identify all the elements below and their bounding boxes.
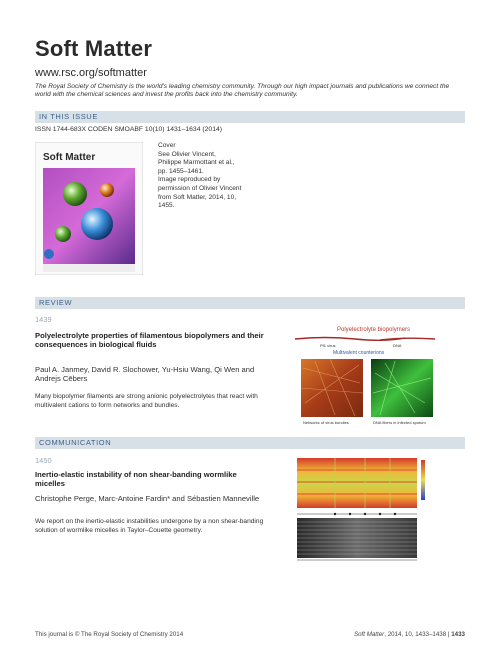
section-label: IN THIS ISSUE bbox=[39, 112, 98, 121]
virus-bundle-image bbox=[301, 359, 363, 417]
footer-copyright: This journal is © The Royal Society of Chemistry 2014 bbox=[35, 631, 184, 638]
communication-authors: Christophe Perge, Marc-Antoine Fardin* and Sébastien Manneville bbox=[35, 494, 260, 503]
communication-title[interactable]: Inertio-elastic instability of non shear-banding wormlike micelles bbox=[35, 470, 237, 489]
section-in-this-issue bbox=[35, 111, 465, 123]
footer-volume: , 2014, 10, 1433–1438 | bbox=[384, 631, 452, 638]
cover-line: 1455. bbox=[158, 202, 175, 210]
figure-label-right: DNA bbox=[393, 343, 402, 348]
cover-line: Cover bbox=[158, 142, 176, 149]
review-title[interactable]: Polyelectrolyte properties of filamentous biopolymers and their consequences in biological fluids bbox=[35, 331, 264, 350]
cover-line: See Olivier Vincent, bbox=[158, 150, 216, 158]
cover-line: Philippe Marmottant et al., bbox=[158, 159, 235, 167]
journal-url[interactable]: www.rsc.org/softmatter bbox=[35, 67, 147, 79]
section-label: COMMUNICATION bbox=[39, 438, 112, 447]
review-figure bbox=[275, 323, 455, 428]
section-review bbox=[35, 297, 465, 309]
section-label: REVIEW bbox=[39, 298, 73, 307]
filament-icon bbox=[380, 338, 435, 340]
footer-journal: Soft Matter bbox=[353, 631, 385, 638]
figure-heading: Polyelectrolyte biopolymers bbox=[337, 327, 411, 333]
communication-page-number[interactable]: 1450 bbox=[35, 456, 52, 465]
review-authors: Paul A. Janmey, David R. Slochower, Yu-Hsiu Wang, Qi Wen and Andrejs Cēbers bbox=[35, 365, 255, 384]
footer-page: 1433 bbox=[451, 631, 465, 638]
figure-subheading: Multivalent counterions bbox=[333, 350, 385, 356]
cover-line: Image reproduced by bbox=[158, 176, 221, 184]
communication-figure bbox=[275, 456, 455, 568]
review-page-number[interactable]: 1439 bbox=[35, 315, 52, 324]
figure-label-left: Pf1 virus bbox=[320, 343, 336, 348]
cover-line[interactable]: pp. 1455–1461. bbox=[158, 167, 204, 175]
colorbar bbox=[421, 460, 425, 500]
dna-fiber-image bbox=[371, 359, 433, 417]
figure-caption-left: Networks of virus bundles bbox=[303, 420, 349, 425]
journal-title: Soft Matter bbox=[35, 36, 153, 61]
cover-caption bbox=[158, 142, 258, 211]
cover-line: permission of Olivier Vincent bbox=[158, 184, 242, 192]
rsc-blurb: The Royal Society of Chemistry is the world's leading chemistry community. Through our high impact journals and publications we connect the world with the chemical sciences and invest the profits back into the chemistry community. bbox=[35, 83, 450, 99]
cover-title: Soft Matter bbox=[43, 152, 96, 163]
cover-image[interactable] bbox=[35, 142, 143, 275]
review-abstract: Many biopolymer filaments are strong anionic polyelectrolytes that react with multivalent cations to form networks and bundles. bbox=[35, 393, 258, 409]
section-communication bbox=[35, 437, 465, 449]
communication-abstract: We report on the inertio-elastic instabilities undergone by a non shear-banding solution of wormlike micelles in Taylor–Couette geometry. bbox=[35, 518, 264, 534]
cover-line: from Soft Matter, 2014, 10, bbox=[158, 193, 237, 201]
figure-caption-right: DNA fibers in infected sputum bbox=[373, 420, 426, 425]
footer-citation bbox=[354, 631, 465, 638]
issn-line: ISSN 1744-683X CODEN SMOABF 10(10) 1431–1634 (2014) bbox=[35, 126, 223, 133]
